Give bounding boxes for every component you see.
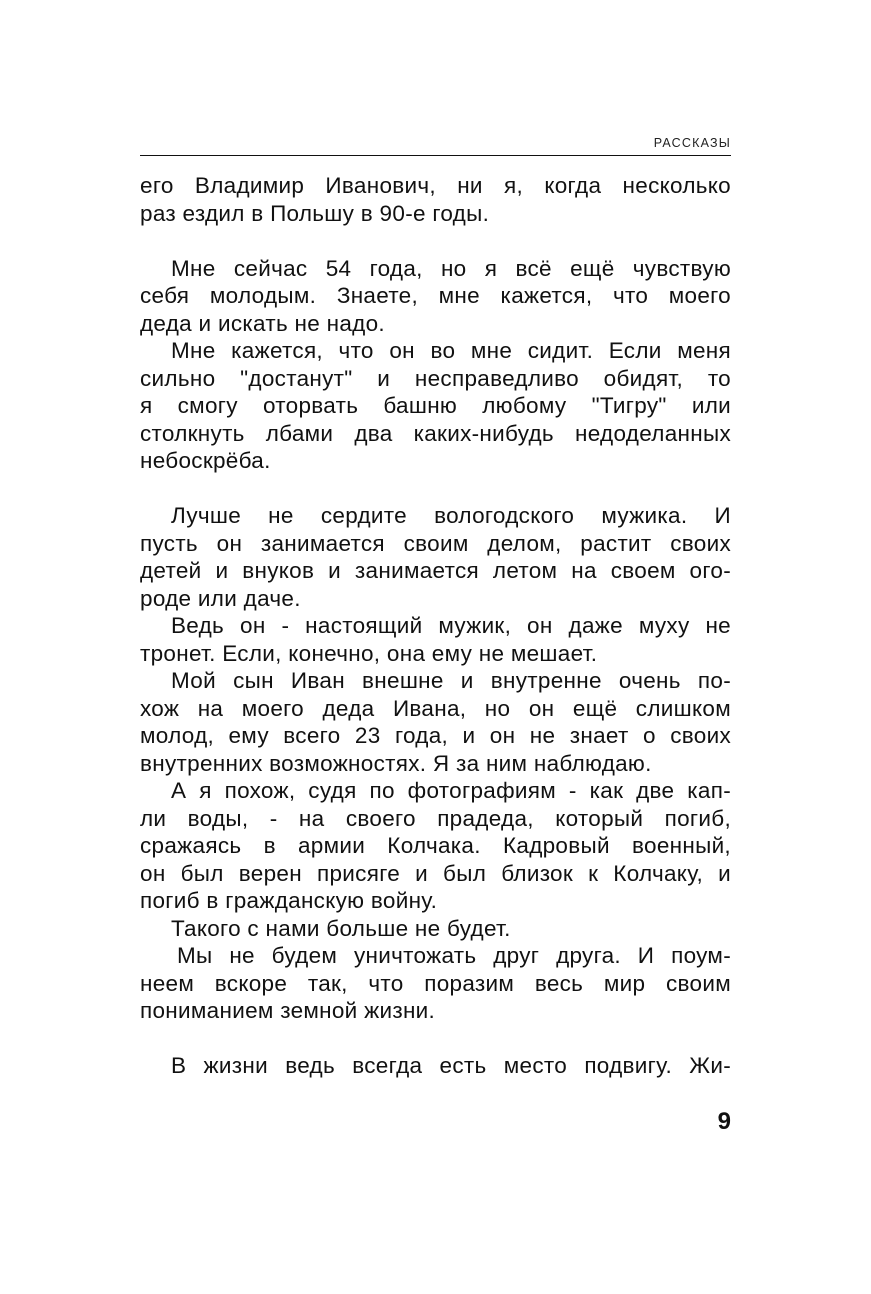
text-line: сильно "достанут" и несправедливо обидят, то: [140, 365, 731, 391]
text-line: Такого с нами больше не будет.: [171, 915, 511, 941]
text-line: Мой сын Иван внешне и внутренне очень по-: [171, 668, 731, 693]
text-line: Ведь он - настоящий мужик, он даже муху не: [171, 613, 731, 638]
page-number: 9: [717, 1108, 731, 1135]
text-line: детей и внуков и занимается летом на своем ого-: [140, 558, 731, 583]
text-line: деда и искать не надо.: [140, 310, 385, 336]
text-line: сражаясь в армии Колчака. Кадровый военный,: [140, 833, 731, 858]
text-line: Мне кажется, что он во мне сидит. Если меня: [171, 338, 731, 363]
text-line: А я похож, судя по фотографиям - как две кап-: [171, 778, 731, 803]
text-line: тронет. Если, конечно, она ему не мешает.: [140, 640, 598, 666]
text-line: хож на моего деда Ивана, но он ещё слишком: [140, 695, 731, 721]
text-line: Мы не будем уничтожать друг друга. И поум-: [177, 943, 731, 968]
text-line: молод, ему всего 23 года, и он не знает о своих: [140, 723, 731, 748]
paragraph-gap: [140, 475, 731, 503]
text-line: пусть он занимается своим делом, растит своих: [140, 530, 731, 556]
text-line: столкнуть лбами два каких-нибудь недоделанных: [140, 420, 731, 446]
text-line: погиб в гражданскую войну.: [140, 888, 438, 913]
text-line: себя молодым. Знаете, мне кажется, что моего: [140, 283, 731, 308]
running-head: РАССКАЗЫ: [653, 136, 731, 150]
text-line: его Владимир Иванович, ни я, когда несколько: [140, 173, 731, 198]
text-line: я смогу оторвать башню любому "Тигру" или: [140, 393, 731, 418]
text-line: В жизни ведь всегда есть место подвигу. Жи-: [171, 1053, 731, 1078]
text-line: небоскрёба.: [140, 448, 271, 473]
text-line: роде или даче.: [140, 585, 301, 611]
text-line: раз ездил в Польшу в 90-е годы.: [140, 200, 490, 226]
body-text: [140, 172, 731, 1080]
text-line: Лучше не сердите вологодского мужика. И: [171, 503, 731, 528]
header-rule: [140, 155, 731, 156]
text-line: Мне сейчас 54 года, но я всё ещё чувствую: [171, 255, 731, 281]
paragraph-gap: [140, 1025, 731, 1053]
text-line: неем вскоре так, что поразим весь мир своим: [140, 970, 731, 996]
text-line: пониманием земной жизни.: [140, 998, 436, 1023]
text-line: внутренних возможностях. Я за ним наблюдаю.: [140, 750, 652, 776]
paragraph-gap: [140, 227, 731, 255]
text-line: ли воды, - на своего прадеда, который погиб,: [140, 805, 731, 831]
text-line: он был верен присяге и был близок к Колчаку, и: [140, 860, 731, 886]
